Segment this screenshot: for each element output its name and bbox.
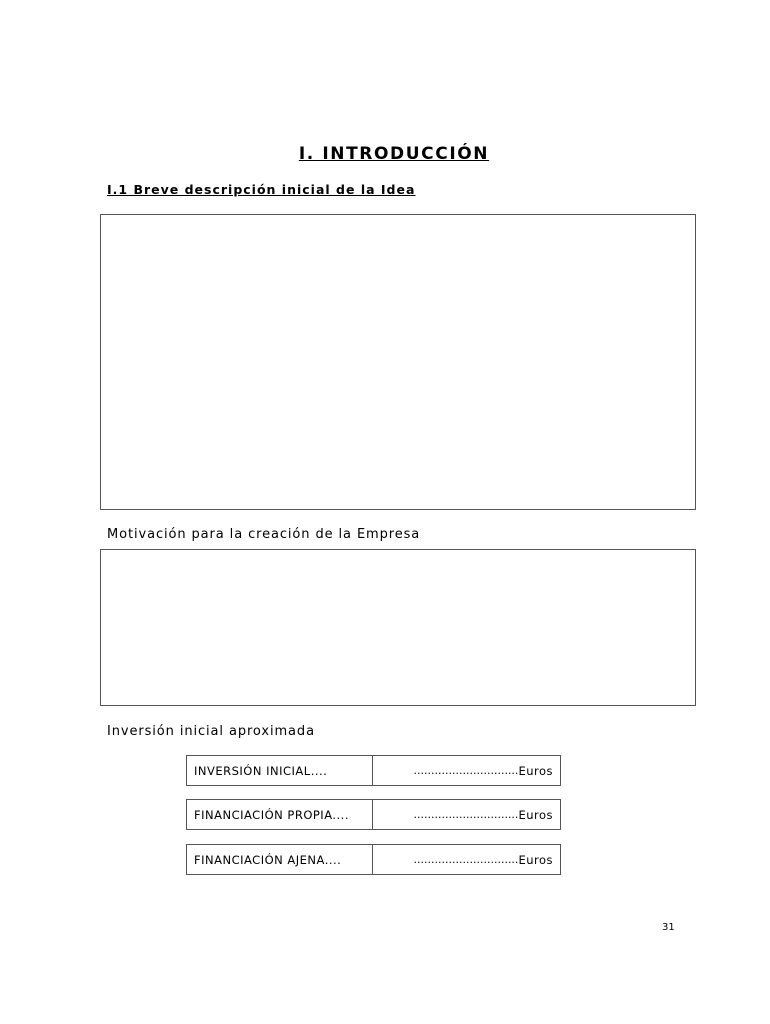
investment-row-ajena [186, 844, 561, 875]
currency-label: Euros [518, 852, 553, 867]
investment-row-inicial [186, 755, 561, 786]
subsection-title: I.1 Breve descripción inicial de la Idea [107, 182, 416, 197]
currency-label: Euros [518, 807, 553, 822]
investment-amount-cell[interactable] [373, 800, 560, 829]
amount-dots: .............................. [413, 853, 519, 866]
motivation-box[interactable] [100, 549, 696, 706]
investment-label: Inversión inicial aproximada [107, 724, 315, 739]
investment-row-propia [186, 799, 561, 830]
investment-name-cell: INVERSIÓN INICIAL.... [187, 756, 373, 785]
idea-description-box[interactable] [100, 214, 696, 510]
amount-dots: .............................. [413, 808, 519, 821]
investment-amount-cell[interactable] [373, 756, 560, 785]
investment-name-cell: FINANCIACIÓN AJENA.... [187, 845, 373, 874]
investment-amount-cell[interactable] [373, 845, 560, 874]
investment-name-cell: FINANCIACIÓN PROPIA.... [187, 800, 373, 829]
currency-label: Euros [518, 763, 553, 778]
amount-dots: .............................. [413, 764, 519, 777]
page-number: 31 [662, 922, 675, 933]
motivation-label: Motivación para la creación de la Empresa [107, 527, 421, 542]
page-title: I. INTRODUCCIÓN [298, 144, 490, 164]
